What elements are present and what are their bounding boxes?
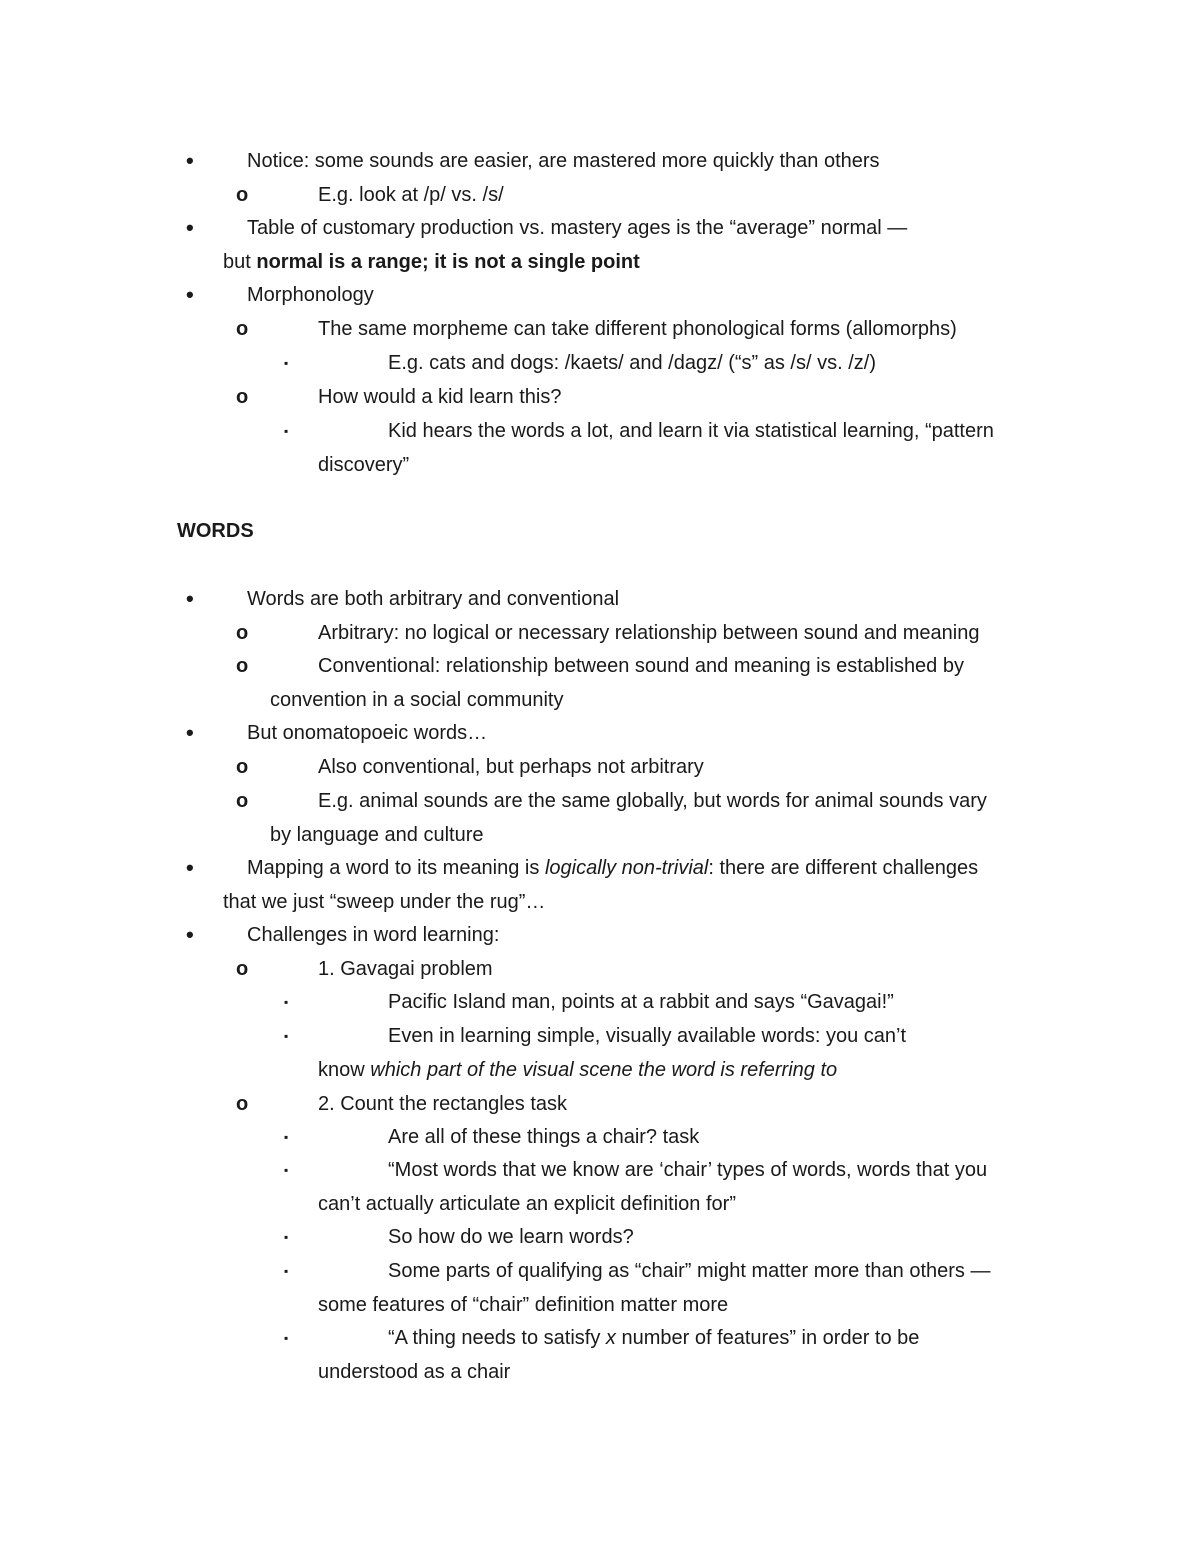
bullet-l1: • <box>186 148 194 173</box>
mapping-item-line1 <box>247 856 978 880</box>
italic-text: logically non-trivial <box>544 857 709 879</box>
bullet-l3: ▪ <box>284 995 289 1009</box>
bullet-l2: o <box>236 655 249 677</box>
italic-text: x <box>605 1327 616 1349</box>
bullet-l3: ▪ <box>284 1163 289 1177</box>
bullet-l2: o <box>236 318 249 340</box>
bullet-l1: • <box>186 855 194 880</box>
notice-example: E.g. look at /p/ vs. /s/ <box>318 184 504 206</box>
animal-sounds-line1: E.g. animal sounds are the same globally, but words for animal sounds vary <box>318 790 987 812</box>
bullet-l1: • <box>186 720 194 745</box>
bullet-l3: ▪ <box>284 1264 289 1278</box>
bullet-l3: ▪ <box>284 1230 289 1244</box>
bullet-l3: ▪ <box>284 1331 289 1345</box>
onomatopoeic-item: But onomatopoeic words… <box>247 722 488 744</box>
conventional-item-line1: Conventional: relationship between sound and meaning is established by <box>318 655 964 677</box>
bullet-l1: • <box>186 282 194 307</box>
also-conventional-item: Also conventional, but perhaps not arbitrary <box>318 756 704 778</box>
chair-words-line2: can’t actually articulate an explicit definition for” <box>318 1193 736 1215</box>
count-rectangles-item: 2. Count the rectangles task <box>318 1093 568 1115</box>
bullet-l2: o <box>236 184 249 206</box>
text-prefix: know <box>318 1059 371 1081</box>
challenges-item: Challenges in word learning: <box>247 924 500 946</box>
text-prefix: but <box>223 251 257 273</box>
bullet-l1: • <box>186 922 194 947</box>
morpheme-item: The same morpheme can take different phonological forms (allomorphs) <box>318 318 957 340</box>
chair-task-item: Are all of these things a chair? task <box>388 1126 700 1148</box>
qualifying-chair-line1: Some parts of qualifying as “chair” might matter more than others — <box>388 1260 991 1282</box>
text-suffix: : there are different challenges <box>708 857 979 879</box>
bullet-l2: o <box>236 386 249 408</box>
bullet-l1: • <box>186 215 194 240</box>
bold-text: normal is a range; it is not a single point <box>256 251 640 273</box>
statistical-learning-line2: discovery” <box>318 454 410 476</box>
visual-words-line1: Even in learning simple, visually available words: you can’t <box>388 1025 907 1047</box>
visual-words-line2 <box>318 1058 837 1082</box>
bullet-l3: ▪ <box>284 424 289 438</box>
bullet-l3: ▪ <box>284 1130 289 1144</box>
text-prefix: “A thing needs to satisfy <box>388 1327 606 1349</box>
text-prefix: Mapping a word to its meaning is <box>247 857 545 879</box>
bullet-l3: ▪ <box>284 1029 289 1043</box>
notice-item: Notice: some sounds are easier, are mastered more quickly than others <box>247 150 880 172</box>
pacific-island-item: Pacific Island man, points at a rabbit and says “Gavagai!” <box>388 991 894 1013</box>
conventional-item-line2: convention in a social community <box>270 689 564 711</box>
statistical-learning-line1: Kid hears the words a lot, and learn it via statistical learning, “pattern <box>388 420 994 442</box>
qualifying-chair-line2: some features of “chair” definition matter more <box>318 1294 729 1316</box>
animal-sounds-line2: by language and culture <box>270 824 484 846</box>
bullet-l2: o <box>236 756 249 778</box>
bullet-l2: o <box>236 790 249 812</box>
cats-dogs-example: E.g. cats and dogs: /kaets/ and /dagz/ (“s” as /s/ vs. /z/) <box>388 352 876 374</box>
chair-words-line1: “Most words that we know are ‘chair’ types of words, words that you <box>388 1159 988 1181</box>
kid-learn-item: How would a kid learn this? <box>318 386 562 408</box>
table-item-line2 <box>223 250 640 274</box>
text-suffix: number of features” in order to be <box>615 1327 920 1349</box>
morphonology-item: Morphonology <box>247 284 374 306</box>
table-item-line1: Table of customary production vs. mastery ages is the “average” normal — <box>247 217 908 239</box>
how-learn-item: So how do we learn words? <box>388 1226 634 1248</box>
section-heading: WORDS <box>177 520 254 542</box>
bullet-l2: o <box>236 622 249 644</box>
gavagai-item: 1. Gavagai problem <box>318 958 493 980</box>
italic-text: which part of the visual scene the word is referring to <box>370 1059 838 1081</box>
arbitrary-item: Arbitrary: no logical or necessary relationship between sound and meaning <box>318 622 980 644</box>
arbitrary-conventional-item: Words are both arbitrary and conventional <box>247 588 620 610</box>
bullet-l2: o <box>236 1093 249 1115</box>
features-line2: understood as a chair <box>318 1361 511 1383</box>
bullet-l2: o <box>236 958 249 980</box>
features-line1 <box>388 1326 919 1350</box>
bullet-l3: ▪ <box>284 356 289 370</box>
bullet-l1: • <box>186 586 194 611</box>
mapping-item-line2: that we just “sweep under the rug”… <box>223 891 546 913</box>
